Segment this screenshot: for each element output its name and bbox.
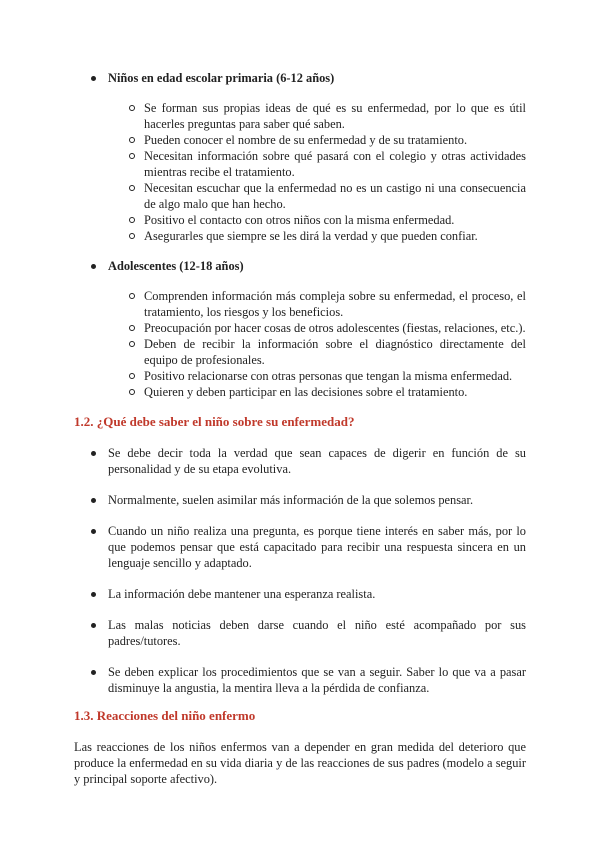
list-item [74, 212, 526, 228]
bullet-icon [91, 451, 96, 456]
circle-bullet-icon [129, 293, 135, 299]
page-content [74, 70, 526, 787]
group-title: Adolescentes (12-18 años) [108, 259, 244, 273]
list-item [74, 132, 526, 148]
list-item-text: Deben de recibir la información sobre el diagnóstico directamente del equipo de profesionales. [144, 337, 526, 367]
list-item-text: La información debe mantener una esperanza realista. [108, 587, 376, 601]
list-item [74, 664, 526, 696]
list-item-text: Positivo relacionarse con otras personas que tengan la misma enfermedad. [144, 369, 513, 383]
circle-bullet-icon [129, 233, 135, 239]
circle-bullet-icon [129, 153, 135, 159]
list-item [74, 492, 526, 508]
list-item-text: Necesitan escuchar que la enfermedad no es un castigo ni una consecuencia de algo malo que han hecho. [144, 181, 526, 211]
list-item-text: Necesitan información sobre qué pasará con el colegio y otras actividades mientras recibe el tratamiento. [144, 149, 526, 179]
list-item [74, 617, 526, 649]
list-item-text: Se debe decir toda la verdad que sean capaces de digerir en función de su personalidad y de su etapa evolutiva. [108, 446, 526, 476]
circle-bullet-icon [129, 373, 135, 379]
list-item-text: Asegurarles que siempre se les dirá la verdad y que pueden confiar. [144, 229, 478, 243]
list-item [74, 148, 526, 180]
list-item [74, 100, 526, 132]
section-heading-1-3: 1.3. Reacciones del niño enfermo [74, 708, 256, 723]
list-item [74, 586, 526, 602]
list-item [74, 384, 526, 400]
bullet-icon [91, 592, 96, 597]
list-item-text: Normalmente, suelen asimilar más información de la que solemos pensar. [108, 493, 474, 507]
group-title: Niños en edad escolar primaria (6-12 años) [108, 71, 335, 85]
list-item [74, 336, 526, 368]
list-item [74, 180, 526, 212]
bullet-icon [91, 670, 96, 675]
adolescents-list [74, 288, 526, 400]
circle-bullet-icon [129, 389, 135, 395]
section-heading-1-2: 1.2. ¿Qué debe saber el niño sobre su enfermedad? [74, 414, 355, 429]
list-item [74, 368, 526, 384]
circle-bullet-icon [129, 105, 135, 111]
list-item-text: Se deben explicar los procedimientos que se van a seguir. Saber lo que va a pasar disminuye la angustia, la mentira lleva a la pérdida de confianza. [108, 665, 526, 695]
bullet-icon [91, 264, 96, 269]
group-heading-adolescents [74, 258, 526, 274]
list-item-text: Positivo el contacto con otros niños con la misma enfermedad. [144, 213, 455, 227]
list-item [74, 320, 526, 336]
section-1-2-list [74, 445, 526, 696]
bullet-icon [91, 76, 96, 81]
school-age-list [74, 100, 526, 244]
list-item [74, 228, 526, 244]
list-item-text: Cuando un niño realiza una pregunta, es porque tiene interés en saber más, por lo que podemos pensar que está capacitado para recibir una respuesta sincera en un lenguaje sencillo y adaptado. [108, 524, 526, 570]
circle-bullet-icon [129, 341, 135, 347]
list-item [74, 445, 526, 477]
list-item-text: Pueden conocer el nombre de su enfermedad y de su tratamiento. [144, 133, 468, 147]
list-item-text: Preocupación por hacer cosas de otros adolescentes (fiestas, relaciones, etc.). [144, 321, 526, 335]
list-item-text: Quieren y deben participar en las decisiones sobre el tratamiento. [144, 385, 468, 399]
list-item-text: Comprenden información más compleja sobre su enfermedad, el proceso, el tratamiento, los riesgos y los beneficios. [144, 289, 526, 319]
circle-bullet-icon [129, 137, 135, 143]
circle-bullet-icon [129, 217, 135, 223]
section-1-3-paragraph: Las reacciones de los niños enfermos van a depender en gran medida del deterioro que produce la enfermedad en su vida diaria y de las reacciones de sus padres (modelo a seguir y principal soporte afectivo). [74, 740, 526, 786]
list-item-text: Las malas noticias deben darse cuando el niño esté acompañado por sus padres/tutores. [108, 618, 526, 648]
bullet-icon [91, 529, 96, 534]
bullet-icon [91, 498, 96, 503]
list-item [74, 288, 526, 320]
list-item-text: Se forman sus propias ideas de qué es su enfermedad, por lo que es útil hacerles preguntas para saber qué saben. [144, 101, 526, 131]
group-heading-school-age [74, 70, 526, 86]
list-item [74, 523, 526, 571]
bullet-icon [91, 623, 96, 628]
circle-bullet-icon [129, 185, 135, 191]
circle-bullet-icon [129, 325, 135, 331]
